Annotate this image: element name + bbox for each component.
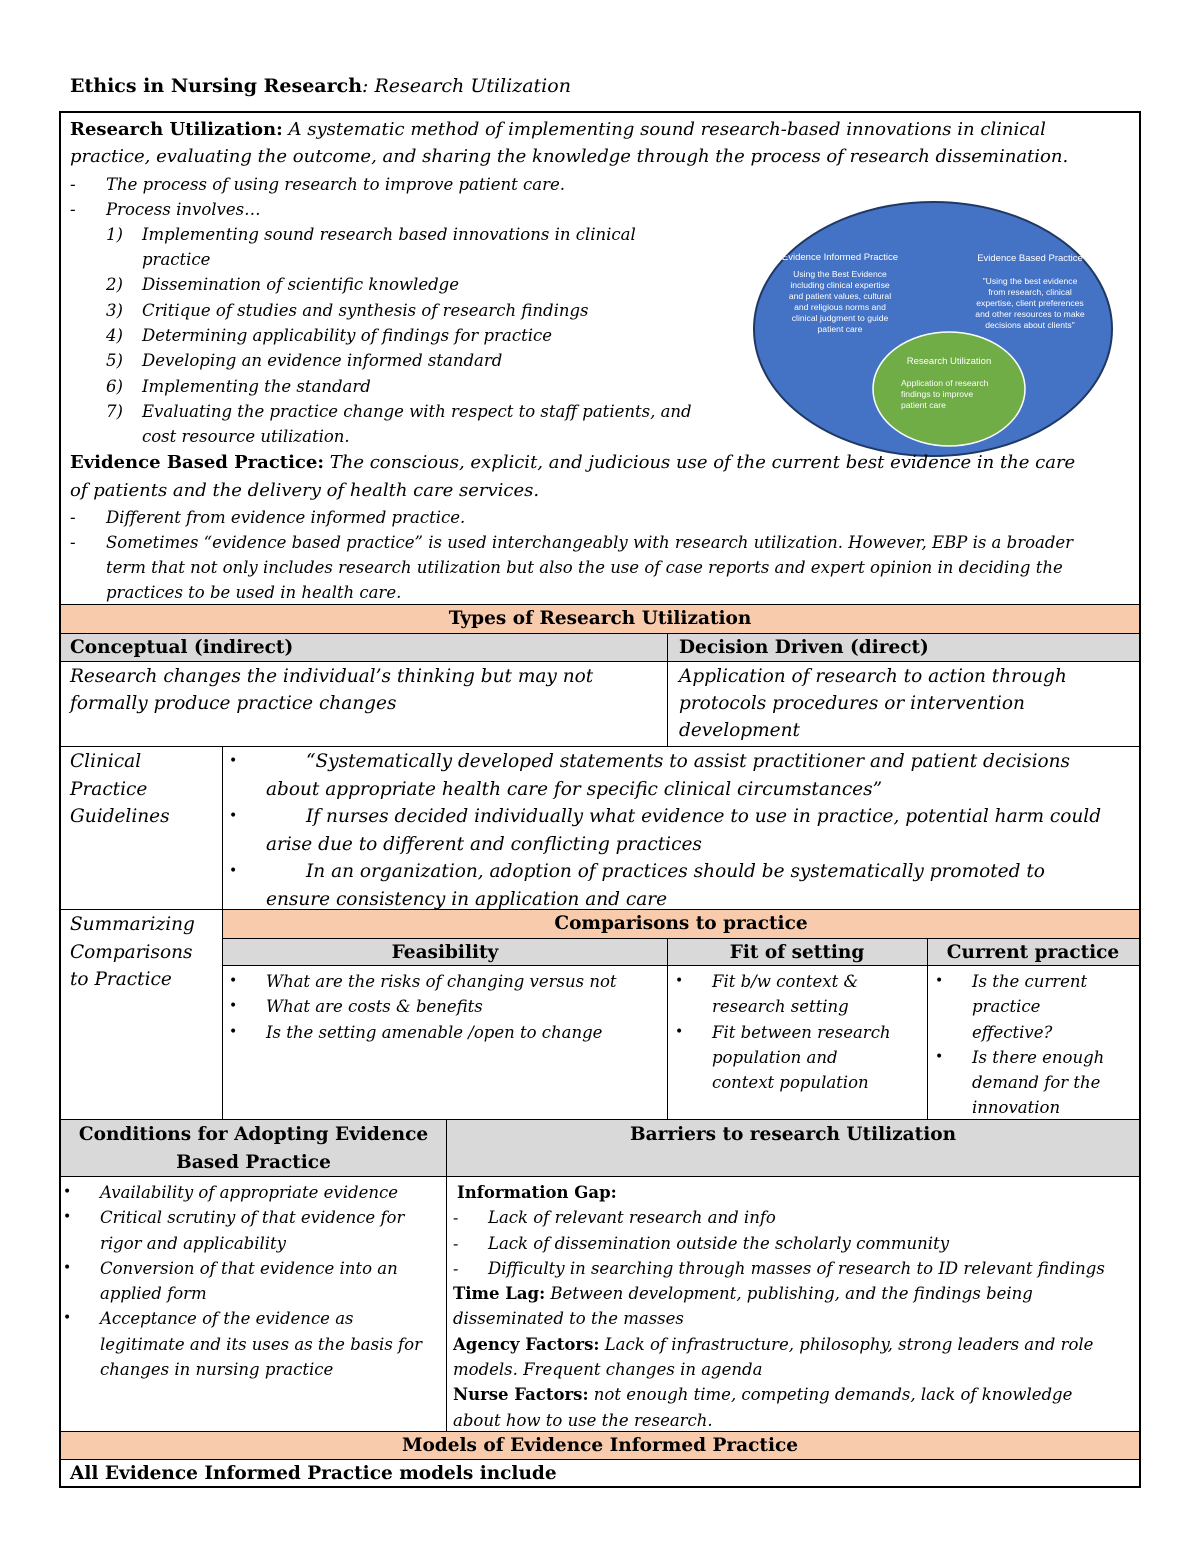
comparisons-label: Summarizing Comparisons to Practice	[70, 914, 195, 990]
conditions-barriers-row	[61, 1177, 1139, 1432]
types-subheader-row	[61, 634, 1139, 662]
content-table	[59, 111, 1141, 1488]
ru-dash-item: - The process of using research to improve patient care.	[70, 175, 566, 194]
svg-text:patient care: patient care	[817, 324, 863, 334]
guideline-bullet: • “Systematically developed statements to assist practitioner and patient decisions	[229, 751, 1071, 772]
guidelines-label: Clinical Practice Guidelines	[70, 751, 170, 827]
ru-step-text: Dissemination of scientific knowledge	[142, 275, 459, 294]
comparisons-row	[61, 910, 1139, 1120]
ru-step-text: cost resource utilization.	[142, 427, 350, 446]
conceptual-text: Research changes the individual’s thinking but may not formally produce practice changes	[70, 666, 594, 714]
ebp-item: - Different from evidence informed practice.	[70, 508, 466, 527]
comparisons-divider	[927, 939, 928, 1120]
ru-step: 6)	[106, 377, 123, 396]
conditions-list: • Availability of appropriate evidence • Critical scrutiny of that evidence for rigor and applicability • Conversion of that evidence into an applied form • Acceptance of the evidence as legitimate and its uses as the basis for changes in nursing practice	[63, 1183, 422, 1380]
ebp-item: - Sometimes “evidence based practice” is used interchangeably with research utilization. However, EBP is a broader	[70, 533, 1074, 552]
svg-text:patient care: patient care	[901, 400, 946, 410]
svg-text:clinical judgment to guide: clinical judgment to guide	[791, 313, 889, 323]
svg-text:decisions about clients": decisions about clients"	[985, 320, 1075, 330]
svg-text:findings to improve: findings to improve	[901, 389, 974, 399]
title-italic: : Research Utilization	[362, 75, 571, 97]
comparisons-divider	[667, 939, 668, 1120]
decision-text: Application of research to action through protocols procedures or intervention development	[679, 666, 1067, 741]
ru-definition-line1: Research Utilization: A systematic method of implementing sound research-based innovations in clinical	[70, 119, 1046, 140]
conditions-header: Conditions for Adopting Evidence Based Practice	[78, 1124, 429, 1173]
svg-text:Application of research: Application of research	[901, 378, 989, 388]
ru-step: 2)	[106, 275, 123, 294]
conceptual-label: Conceptual (indirect)	[70, 637, 294, 658]
current-header: Current practice	[946, 942, 1120, 963]
ru-step-text: Implementing the standard	[142, 377, 371, 396]
ru-step-text: Evaluating the practice change with respect to staff patients, and	[142, 402, 692, 421]
ru-dash-item: - Process involves…	[70, 200, 261, 219]
ru-definition-line2: practice, evaluating the outcome, and sharing the knowledge through the process of research dissemination.	[70, 146, 1069, 167]
fit-header: Fit of setting	[729, 942, 865, 963]
svg-text:from research, clinical: from research, clinical	[988, 287, 1072, 297]
svg-text:Using the Best Evidence: Using the Best Evidence	[793, 269, 887, 279]
ru-step-text: Determining applicability of findings for practice	[142, 326, 552, 345]
ru-step: 3)	[106, 301, 123, 320]
evidence-venn-diagram	[753, 198, 1123, 460]
venn-right-text	[975, 276, 1085, 330]
ru-step: 7)	[106, 402, 123, 421]
ru-step-text: Implementing sound research based innovations in clinical	[142, 225, 636, 244]
svg-text:and religious norms and: and religious norms and	[794, 302, 886, 312]
agency-label: Agency Factors:	[453, 1334, 600, 1354]
svg-text:and patient values, cultural: and patient values, cultural	[788, 291, 892, 301]
venn-inner-title: Research Utilization	[906, 356, 992, 367]
fit-list: • Fit b/w context & research setting • Fit between research population and context population	[675, 972, 891, 1093]
feasibility-list: • What are the risks of changing versus not • What are costs & benefits • Is the setting amenable /open to change	[229, 972, 617, 1042]
comparisons-header: Comparisons to practice	[223, 910, 1139, 939]
current-list: • Is the current practice effective? • Is there enough demand for the innovation	[935, 972, 1105, 1118]
svg-text:and other resources to make: and other resources to make	[975, 309, 1085, 319]
svg-text:"Using the best evidence: "Using the best evidence	[982, 276, 1078, 286]
guideline-bullet: • If nurses decided individually what evidence to use in practice, potential harm could	[229, 806, 1102, 827]
models-line: All Evidence Informed Practice models include	[70, 1463, 557, 1484]
types-text-row	[61, 662, 1139, 747]
ebp-item-cont: practices to be used in health care.	[106, 583, 402, 602]
barriers-header: Barriers to research Utilization	[629, 1124, 957, 1145]
venn-right-title: Evidence Based Practice	[977, 253, 1083, 264]
ru-step: 4)	[106, 326, 123, 345]
guideline-bullet: • In an organization, adoption of practices should be systematically promoted to	[229, 861, 1045, 882]
decision-label: Decision Driven (direct)	[679, 637, 929, 658]
ru-term: Research Utilization:	[70, 119, 283, 140]
ru-step-text: Critique of studies and synthesis of research findings	[142, 301, 589, 320]
ebp-item-cont: term that not only includes research utilization but also the use of case reports and expert opinion in deciding the	[106, 558, 1063, 577]
venn-outer-title: Evidence Informed Practice	[781, 252, 899, 263]
barriers-list: Information Gap: - Lack of relevant research and info - Lack of dissemination outside the scholarly community - Difficulty in searching through masses of research to ID relevant findings Time Lag: Between development, publishing, and the findings being disseminated to the masses Agency Factors: Lack of infrastructure, philosophy, strong leaders and role models. Frequent changes in agenda Nurse Factors: not enough time, competing demands, lack of knowledge about how to use the research.	[453, 1183, 1105, 1430]
conditions-barriers-header	[61, 1120, 1139, 1177]
ru-step-text: practice	[142, 250, 211, 269]
ebp-definition-line2: of patients and the delivery of health care services.	[70, 480, 540, 501]
nurse-label: Nurse Factors:	[453, 1385, 589, 1405]
ru-step: 5)	[106, 351, 123, 370]
ru-step-text: Developing an evidence informed standard	[142, 351, 503, 370]
feasibility-header: Feasibility	[391, 942, 499, 963]
svg-text:expertise, client preferences: expertise, client preferences	[976, 298, 1084, 308]
page-title	[70, 74, 571, 98]
types-header: Types of Research Utilization	[61, 605, 1139, 634]
comparisons-columns	[223, 939, 1139, 966]
guidelines-bullets: • “Systematically developed statements to assist practitioner and patient decisions about appropriate health care for specific clinical circumstances” • If nurses decided individually what evidence to use in practice, potential harm could arise due to different and conflicting practices • In an organization, adoption of practices should be systematically promoted to ensure consistency in application and care	[229, 748, 1101, 913]
time-lag-label: Time Lag:	[453, 1284, 546, 1304]
info-gap-label: Information Gap:	[457, 1183, 617, 1202]
ebp-term: Evidence Based Practice:	[70, 452, 324, 473]
ru-step: 1)	[106, 225, 123, 244]
title-bold: Ethics in Nursing Research	[70, 75, 363, 97]
models-header: Models of Evidence Informed Practice	[61, 1432, 1139, 1460]
ebp-definition-line1: Evidence Based Practice: The conscious, explicit, and judicious use of the current best evidence in the care	[70, 452, 1076, 473]
svg-text:including clinical expertise: including clinical expertise	[790, 280, 890, 290]
definitions-section	[61, 113, 1139, 605]
